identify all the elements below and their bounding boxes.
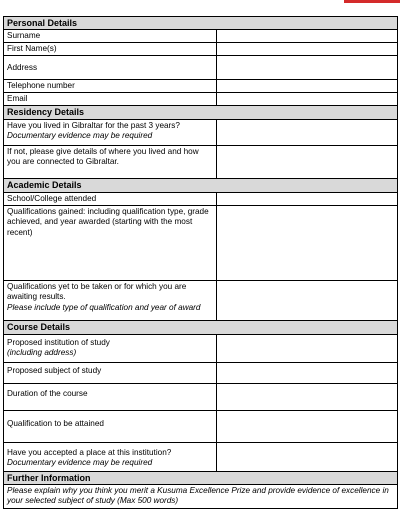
form-row-connection-details <box>4 145 398 178</box>
section-title: Further Information <box>4 471 398 484</box>
field-label: Email <box>4 93 217 106</box>
qualification-field[interactable] <box>217 410 398 442</box>
form-row-lived-in-gibraltar <box>4 119 398 145</box>
form-row-subject <box>4 362 398 383</box>
form-row-qualifications-gained <box>4 205 398 280</box>
field-label: Have you lived in Gibraltar for the past 3 years? <box>7 120 180 130</box>
form-row-further-prompt <box>4 484 398 508</box>
accepted-place-field[interactable] <box>217 442 398 471</box>
form-row-accepted-place <box>4 442 398 471</box>
field-label: First Name(s) <box>4 43 217 56</box>
section-header-personal <box>4 17 398 30</box>
section-header-residency <box>4 105 398 119</box>
form-row-first-names <box>4 43 398 56</box>
qualifications-pending-field[interactable] <box>217 280 398 320</box>
first-names-field[interactable] <box>217 43 398 56</box>
form-row-surname <box>4 30 398 43</box>
subject-field[interactable] <box>217 362 398 383</box>
form-row-qualifications-pending <box>4 280 398 320</box>
field-note: Please include type of qualification and year of award <box>7 302 201 312</box>
lived-in-gibraltar-field[interactable] <box>217 119 398 145</box>
field-label: Proposed institution of study <box>7 337 110 347</box>
field-label: Have you accepted a place at this institution? <box>7 447 172 457</box>
form-row-qualification <box>4 410 398 442</box>
form-row-duration <box>4 383 398 410</box>
form-row-email <box>4 93 398 106</box>
surname-field[interactable] <box>217 30 398 43</box>
institution-field[interactable] <box>217 334 398 362</box>
field-label: Surname <box>4 30 217 43</box>
field-label-group <box>4 280 217 320</box>
telephone-field[interactable] <box>217 80 398 93</box>
application-form-table <box>3 16 398 509</box>
field-label: Qualification to be attained <box>4 410 217 442</box>
section-header-academic <box>4 178 398 192</box>
field-label-group <box>4 119 217 145</box>
section-title: Academic Details <box>4 178 398 192</box>
field-label: If not, please give details of where you lived and how you are connected to Gibraltar. <box>4 145 217 178</box>
section-title: Residency Details <box>4 105 398 119</box>
further-information-prompt: Please explain why you think you merit a Kusuma Excellence Prize and provide evidence of excellence in your selected subject of study (Max 500 words) <box>4 484 398 508</box>
duration-field[interactable] <box>217 383 398 410</box>
school-field[interactable] <box>217 192 398 205</box>
section-header-course <box>4 320 398 334</box>
form-row-institution <box>4 334 398 362</box>
header-accent-bar <box>344 0 400 3</box>
field-note: Documentary evidence may be required <box>7 458 153 467</box>
field-label: Qualifications yet to be taken or for which you are awaiting results. <box>7 281 187 301</box>
email-field[interactable] <box>217 93 398 106</box>
section-title: Personal Details <box>4 17 398 30</box>
field-label: Duration of the course <box>4 383 217 410</box>
form-row-address <box>4 56 398 80</box>
field-note: (including address) <box>7 348 77 357</box>
qualifications-gained-field[interactable] <box>217 205 398 280</box>
section-title: Course Details <box>4 320 398 334</box>
field-note: Documentary evidence may be required <box>7 131 153 140</box>
field-label: School/College attended <box>4 192 217 205</box>
address-field[interactable] <box>217 56 398 80</box>
form-row-telephone <box>4 80 398 93</box>
field-label: Proposed subject of study <box>4 362 217 383</box>
field-label-group <box>4 442 217 471</box>
field-label: Address <box>4 56 217 80</box>
section-header-further <box>4 471 398 484</box>
form-row-school <box>4 192 398 205</box>
field-label: Qualifications gained: including qualification type, grade achieved, and year awarded (starting with the most recent) <box>4 205 217 280</box>
connection-details-field[interactable] <box>217 145 398 178</box>
field-label: Telephone number <box>4 80 217 93</box>
field-label-group <box>4 334 217 362</box>
